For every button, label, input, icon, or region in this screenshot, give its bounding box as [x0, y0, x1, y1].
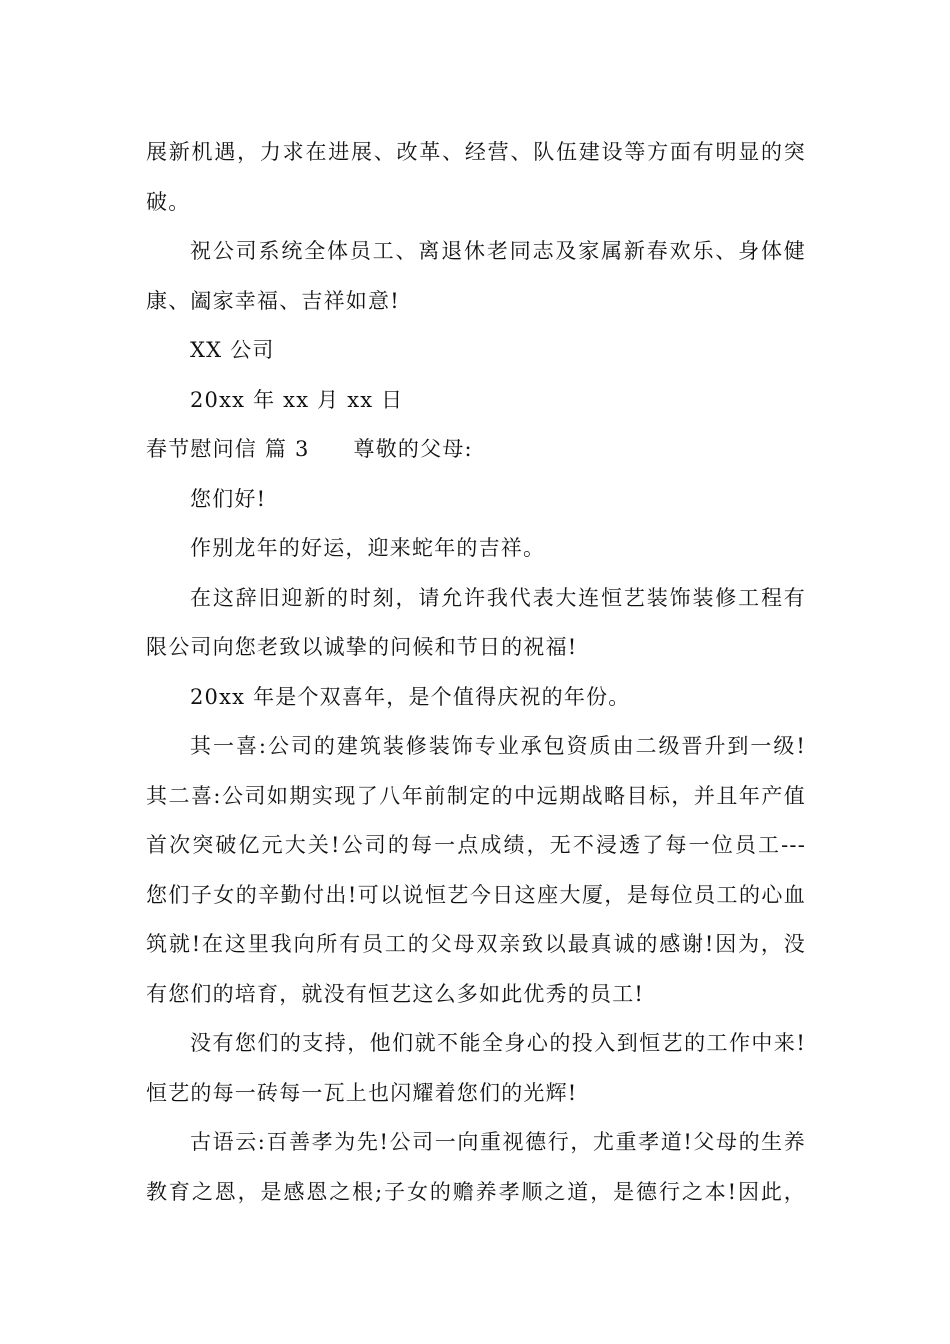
paragraph-line: 恒艺的每一砖每一瓦上也闪耀着您们的光辉! — [146, 1081, 578, 1105]
salutation: 尊敬的父母: — [353, 437, 473, 461]
signature-date: 20xx 年 xx 月 xx 日 — [190, 388, 404, 412]
paragraph-line: 没有您们的支持，他们就不能全身心的投入到恒艺的工作中来! — [190, 1031, 806, 1055]
company-signature: XX 公司 — [190, 338, 275, 362]
paragraph-line: 其二喜:公司如期实现了八年前制定的中远期战略目标，并且年产值 — [146, 784, 806, 808]
paragraph-line: 破。 — [146, 190, 191, 214]
paragraph-line: 20xx 年是个双喜年，是个值得庆祝的年份。 — [190, 685, 631, 709]
greeting-line: 您们好! — [190, 487, 267, 511]
paragraph-line: 作别龙年的好运，迎来蛇年的吉祥。 — [190, 536, 546, 560]
paragraph-line: 展新机遇，力求在进展、改革、经营、队伍建设等方面有明显的突 — [146, 140, 806, 164]
paragraph-line: 祝公司系统全体员工、离退休老同志及家属新春欢乐、身体健 — [190, 239, 806, 263]
section-title: 春节慰问信 篇 3 — [146, 437, 310, 461]
paragraph-line: 康、阖家幸福、吉祥如意! — [146, 289, 400, 313]
paragraph-line: 教育之恩，是感恩之根;子女的赡养孝顺之道，是德行之本!因此， — [146, 1180, 806, 1204]
paragraph-line: 在这辞旧迎新的时刻，请允许我代表大连恒艺装饰装修工程有 — [190, 586, 806, 610]
paragraph-line: 限公司向您老致以诚挚的问候和节日的祝福! — [146, 635, 578, 659]
paragraph-line: 您们子女的辛勤付出!可以说恒艺今日这座大厦，是每位员工的心血 — [146, 883, 806, 907]
paragraph-line: 其一喜:公司的建筑装修装饰专业承包资质由二级晋升到一级! — [190, 734, 806, 758]
section-heading-row — [146, 435, 473, 463]
paragraph-line: 筑就!在这里我向所有员工的父母双亲致以最真诚的感谢!因为，没 — [146, 932, 806, 956]
paragraph-line: 古语云:百善孝为先!公司一向重视德行，尤重孝道!父母的生养 — [190, 1130, 806, 1154]
paragraph-line: 有您们的培育，就没有恒艺这么多如此优秀的员工! — [146, 982, 645, 1006]
paragraph-line: 首次突破亿元大关!公司的每一点成绩，无不浸透了每一位员工--- — [146, 833, 806, 857]
